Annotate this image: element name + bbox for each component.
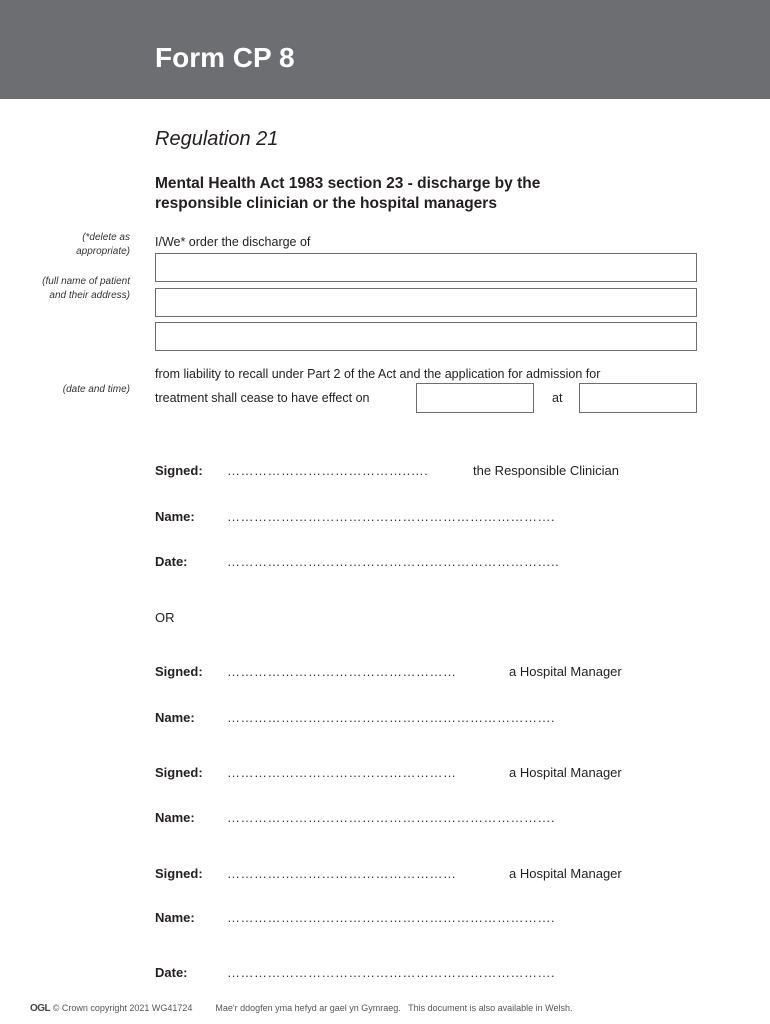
heading-line-1: Mental Health Act 1983 section 23 - discharge by the xyxy=(155,175,541,192)
or-separator: OR xyxy=(155,610,175,625)
manager-name-line[interactable]: ………………………………………………………………. xyxy=(227,710,556,725)
treatment-text: treatment shall cease to have effect on xyxy=(155,391,370,405)
final-date-label: Date: xyxy=(155,965,188,980)
patient-name-field-2[interactable] xyxy=(155,288,697,317)
clinician-role: the Responsible Clinician xyxy=(473,463,619,478)
regulation-label: Regulation 21 xyxy=(155,128,279,150)
form-heading xyxy=(155,174,715,214)
manager-name-line[interactable]: ………………………………………………………………. xyxy=(227,810,556,825)
manager-name-label: Name: xyxy=(155,810,195,825)
manager-signed-label: Signed: xyxy=(155,664,203,679)
clinician-date-line[interactable]: ……………………………………………………………….. xyxy=(227,554,560,569)
datetime-note: (date and time) xyxy=(62,384,130,395)
clinician-signature-line[interactable]: …………………………………..…. xyxy=(227,463,429,478)
clinician-name-line[interactable]: ………………………………………………………………. xyxy=(227,509,556,524)
clinician-name-label: Name: xyxy=(155,509,195,524)
ogl-logo: OGL xyxy=(30,1003,51,1014)
patient-name-field-3[interactable] xyxy=(155,322,697,351)
footer xyxy=(30,1004,573,1014)
manager-role: a Hospital Manager xyxy=(509,866,622,881)
at-label: at xyxy=(552,391,563,405)
clinician-signed-label: Signed: xyxy=(155,463,203,478)
manager-name-line[interactable]: ………………………………………………………………. xyxy=(227,910,556,925)
patient-note: (full name of patient and their address) xyxy=(42,276,130,301)
manager-role: a Hospital Manager xyxy=(509,664,622,679)
patient-name-field-1[interactable] xyxy=(155,253,697,282)
english-notice: This document is also available in Welsh. xyxy=(408,1003,573,1013)
manager-name-label: Name: xyxy=(155,910,195,925)
liability-text: from liability to recall under Part 2 of the Act and the application for admission for xyxy=(155,367,601,381)
welsh-notice: Mae'r ddogfen yma hefyd ar gael yn Gymraeg. xyxy=(215,1003,401,1013)
clinician-date-label: Date: xyxy=(155,554,188,569)
order-text: I/We* order the discharge of xyxy=(155,235,311,249)
manager-signature-line[interactable]: …………………………………………… xyxy=(227,664,457,679)
delete-note: (*delete as appropriate) xyxy=(76,232,130,257)
manager-signature-line[interactable]: …………………………………………… xyxy=(227,866,457,881)
copyright-text: © Crown copyright 2021 WG41724 xyxy=(52,1003,193,1013)
manager-signature-line[interactable]: …………………………………………… xyxy=(227,765,457,780)
manager-signed-label: Signed: xyxy=(155,866,203,881)
manager-name-label: Name: xyxy=(155,710,195,725)
manager-role: a Hospital Manager xyxy=(509,765,622,780)
final-date-line[interactable]: ………………………………………………………………. xyxy=(227,965,556,980)
manager-signed-label: Signed: xyxy=(155,765,203,780)
heading-line-2: responsible clinician or the hospital managers xyxy=(155,195,497,212)
form-title: Form CP 8 xyxy=(155,42,295,73)
time-field[interactable] xyxy=(579,383,697,413)
date-field[interactable] xyxy=(416,383,534,413)
header-bar xyxy=(0,0,770,99)
